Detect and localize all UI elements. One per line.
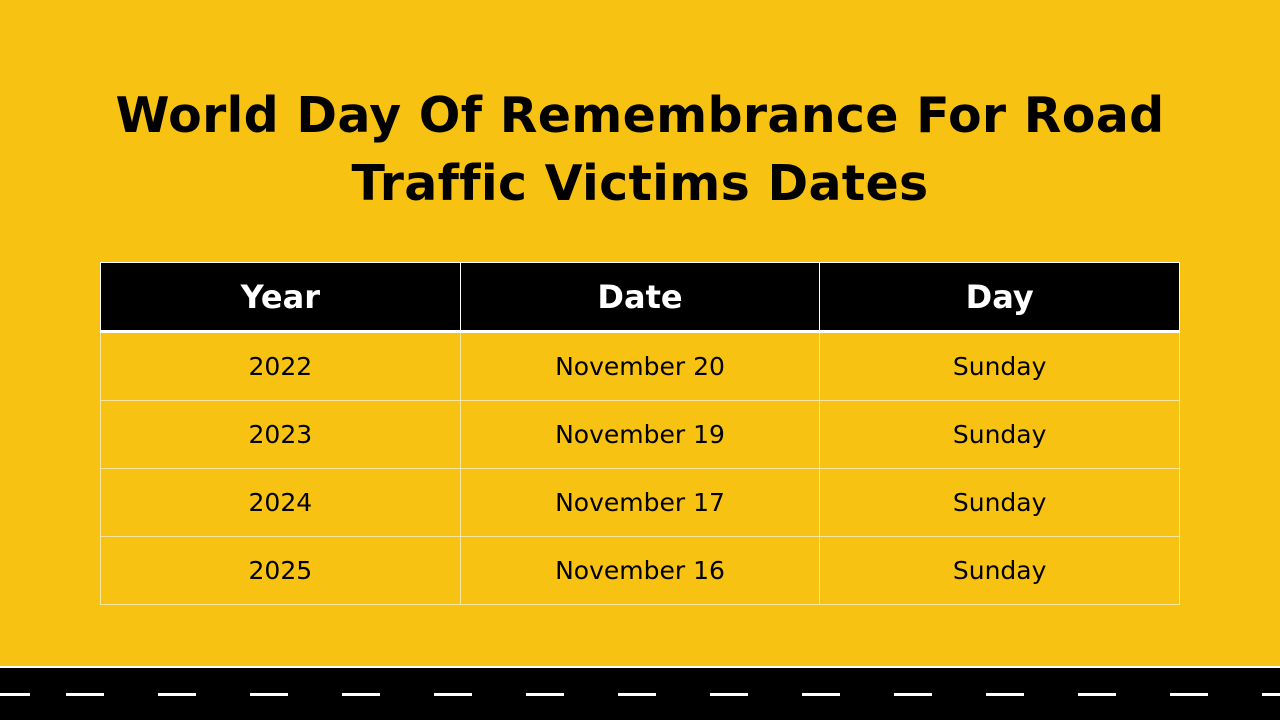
lane-marking xyxy=(250,693,288,696)
cell-year: 2025 xyxy=(101,537,461,605)
table-row xyxy=(101,332,1180,401)
cell-year: 2023 xyxy=(101,401,461,469)
road-decoration xyxy=(0,666,1280,720)
cell-year: 2022 xyxy=(101,332,461,401)
lane-marking xyxy=(894,693,932,696)
lane-marking xyxy=(1078,693,1116,696)
lane-marking xyxy=(986,693,1024,696)
cell-day: Sunday xyxy=(820,537,1180,605)
table-row xyxy=(101,537,1180,605)
cell-date: November 19 xyxy=(460,401,820,469)
column-header-day: Day xyxy=(820,263,1180,332)
table-row xyxy=(101,401,1180,469)
dates-table-container xyxy=(100,262,1180,605)
lane-marking xyxy=(802,693,840,696)
cell-year: 2024 xyxy=(101,469,461,537)
lane-marking xyxy=(618,693,656,696)
table-row xyxy=(101,469,1180,537)
lane-marking xyxy=(0,693,30,696)
lane-marking xyxy=(710,693,748,696)
cell-date: November 17 xyxy=(460,469,820,537)
column-header-date: Date xyxy=(460,263,820,332)
lane-marking xyxy=(1262,693,1280,696)
cell-date: November 16 xyxy=(460,537,820,605)
cell-day: Sunday xyxy=(820,469,1180,537)
cell-day: Sunday xyxy=(820,401,1180,469)
column-header-year: Year xyxy=(101,263,461,332)
dates-table xyxy=(100,262,1180,605)
lane-marking xyxy=(66,693,104,696)
table-header-row xyxy=(101,263,1180,332)
lane-marking xyxy=(434,693,472,696)
cell-date: November 20 xyxy=(460,332,820,401)
lane-marking xyxy=(158,693,196,696)
lane-marking xyxy=(1170,693,1208,696)
lane-marking xyxy=(526,693,564,696)
page-title: World Day Of Remembrance For Road Traffic Victims Dates xyxy=(115,87,1165,212)
lane-marking xyxy=(342,693,380,696)
cell-day: Sunday xyxy=(820,332,1180,401)
